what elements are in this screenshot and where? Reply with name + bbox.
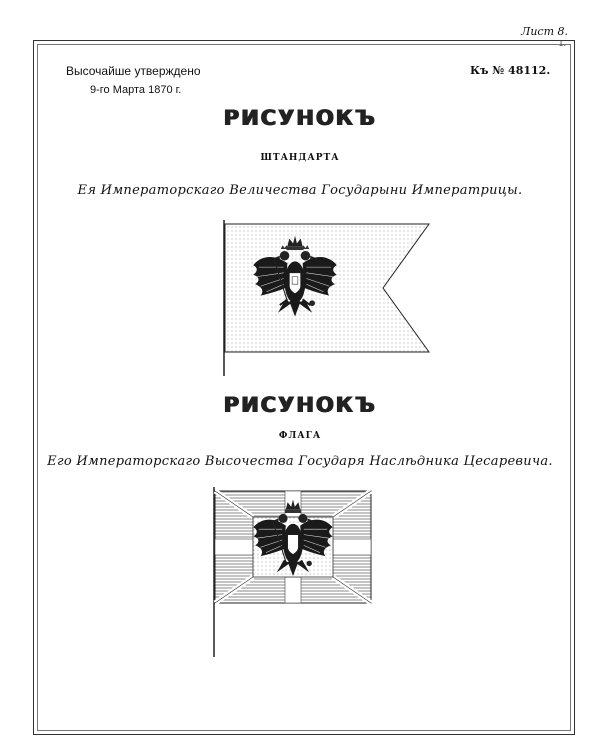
sheet-label: Лист 8. <box>521 25 568 38</box>
document-number: Къ № 48112. <box>470 64 551 77</box>
standard-illustration <box>215 218 435 378</box>
approval-line-2: 9-го Марта 1870 г. <box>90 84 182 96</box>
approval-line-1: Высочайше утверждено <box>66 64 201 78</box>
page-number: 1. <box>558 39 566 48</box>
section1-subheading: ШТАНДАРТА <box>260 153 340 163</box>
section1-caption: Ея Императорскаго Величества Государыни Императрицы. <box>77 183 523 198</box>
section1-heading: РИСУНОКЪ <box>223 106 377 130</box>
section2-caption: Его Императорскаго Высочества Государя Наслѣдника Цесаревича. <box>47 454 553 469</box>
section2-heading: РИСУНОКЪ <box>223 393 377 417</box>
section2-subheading: ФЛАГА <box>278 431 322 441</box>
flag-illustration <box>205 485 375 660</box>
